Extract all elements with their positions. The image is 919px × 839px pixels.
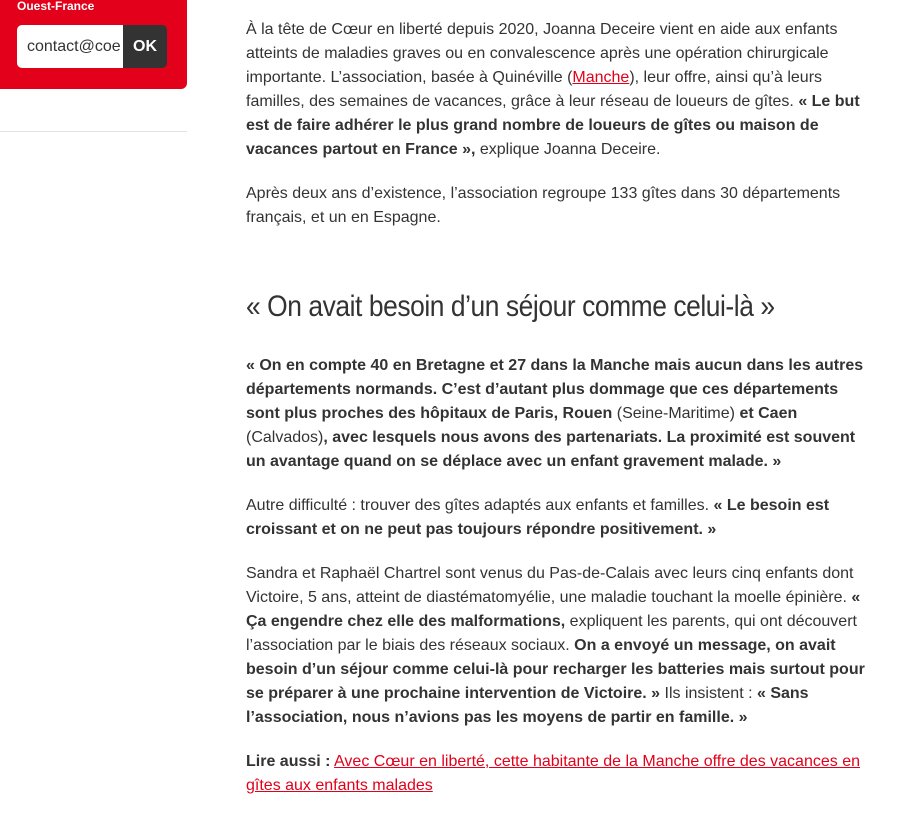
quote-text: « Le besoin est croissant et on ne peut pas toujours répondre positivement. » [246, 497, 830, 538]
link-manche[interactable]: Manche [572, 69, 630, 86]
quote-text: On a envoyé un message, on avait besoin d’un séjour comme celui-là pour recharger les batteries mais surtout pour se préparer à une prochaine intervention de Victoire. » [246, 637, 865, 702]
read-also [246, 750, 871, 798]
quote-text: « On en compte 40 en Bretagne et 27 dans la Manche mais aucun dans les autres départements normands. C’est d’autant plus dommage que ces départements sont plus proches des hôpitaux de Paris, Rouen [246, 357, 864, 422]
quote-text: « Sans l’association, nous n’avions pas les moyens de partir en famille. » [246, 685, 809, 726]
paragraph-text: (Seine-Maritime) [612, 405, 740, 422]
paragraph-text: expliquent les parents, qui ont découvert l’association par le biais des réseaux sociaux. [246, 613, 857, 654]
quote-text: , avec lesquels nous avons des partenariats. La proximité est souvent un avantage quand on se déplace avec un enfant gravement malade. » [246, 429, 856, 470]
sidebar-divider [0, 131, 187, 132]
read-also-link[interactable]: Avec Cœur en liberté, cette habitante de la Manche offre des vacances en gîtes aux enfants malades [246, 753, 860, 794]
paragraph-quote-regions [246, 354, 871, 474]
paragraph-difficulty [246, 494, 871, 542]
paragraph-text: Sandra et Raphaël Chartrel sont venus du Pas-de-Calais avec leurs cinq enfants dont Victoire, 5 ans, atteint de diastématomyélie, une maladie touchant la moelle épinière. [246, 565, 854, 606]
paragraph-intro [246, 18, 871, 162]
paragraph-stats: Après deux ans d’existence, l’association regroupe 133 gîtes dans 30 départements français, et un en Espagne. [246, 185, 841, 226]
quote-text: « Ça engendre chez elle des malformations, [246, 589, 861, 630]
quote-text: et Caen [739, 405, 798, 422]
sidebar [0, 0, 187, 839]
paragraph-text: Autre difficulté : trouver des gîtes adaptés aux enfants et familles. [246, 497, 714, 514]
newsletter-box [0, 0, 187, 89]
newsletter-title: Ouest-France [17, 0, 95, 13]
newsletter-form [17, 25, 167, 68]
paragraph-family [246, 562, 871, 730]
quote-text: « Le but est de faire adhérer le plus grand nombre de loueurs de gîtes ou maison de vacances partout en France », [246, 93, 860, 158]
paragraph-text: À la tête de Cœur en liberté depuis 2020, Joanna Deceire vient en aide aux enfants atteints de maladies graves ou en convalescence après une opération chirurgicale importante. L’association, basée à Quinéville ( [246, 21, 838, 86]
newsletter-email-input[interactable] [17, 25, 123, 68]
read-also-label: Lire aussi : [246, 753, 331, 770]
paragraph-text: Ils insistent : [660, 685, 757, 702]
paragraph-text: (Calvados) [246, 429, 324, 446]
newsletter-submit-button[interactable]: OK [123, 25, 167, 68]
paragraph-text: ), leur offre, ainsi qu’à leurs familles, des semaines de vacances, grâce à leur réseau de loueurs de gîtes. [246, 69, 823, 110]
paragraph-text: explique Joanna Deceire. [475, 141, 661, 158]
section-heading: « On avait besoin d’un séjour comme celui-là » [246, 290, 775, 323]
